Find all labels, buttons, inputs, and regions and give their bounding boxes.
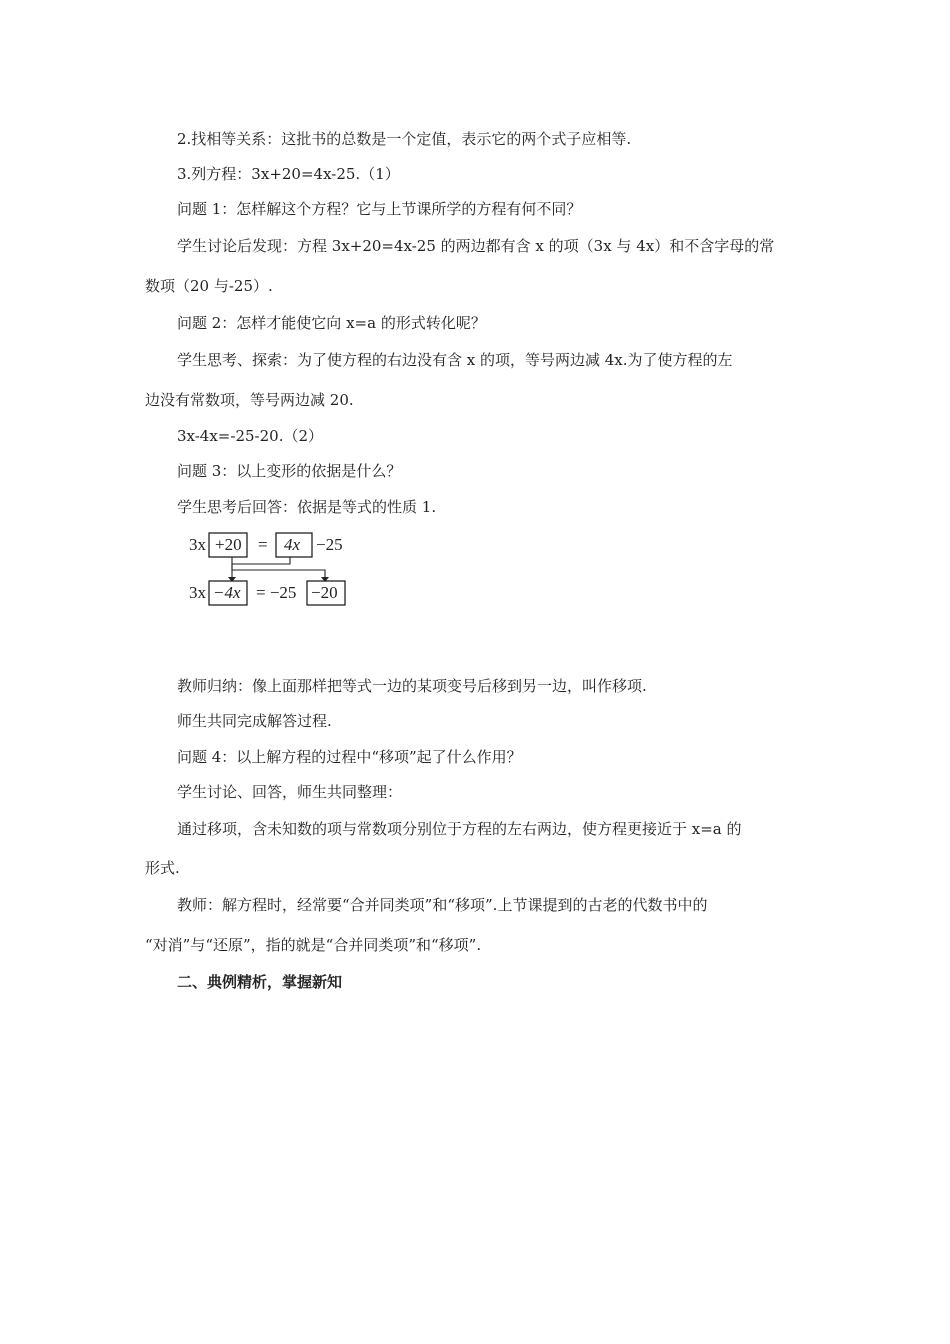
answer-3: 学生思考后回答：依据是等式的性质 1. <box>177 498 437 516</box>
arrow-4x <box>232 557 290 578</box>
row2-boxed-term-2: −20 <box>311 583 338 602</box>
paragraph-step-3: 3.列方程：3x+20=4x-25.（1） <box>177 165 400 183</box>
transposition-diagram <box>184 528 384 608</box>
joint-solution: 师生共同完成解答过程. <box>177 712 332 730</box>
transposition-diagram-svg <box>184 528 384 608</box>
question-2: 问题 2：怎样才能使它向 x=a 的形式转化呢？ <box>177 314 486 332</box>
conclusion-line-2: 形式. <box>145 859 180 877</box>
paragraph-step-2: 2.找相等关系：这批书的总数是一个定值，表示它的两个式子应相等. <box>177 130 632 148</box>
teacher-summary: 教师归纳：像上面那样把等式一边的某项变号后移到另一边，叫作移项. <box>177 677 647 695</box>
question-1: 问题 1：怎样解这个方程？它与上节课所学的方程有何不同？ <box>177 200 582 218</box>
row1-left-term: 3x <box>189 535 206 554</box>
question-3: 问题 3：以上变形的依据是什么？ <box>177 462 402 480</box>
discussion-line-2: 数项（20 与-25）. <box>145 277 273 295</box>
discussion-summary: 学生讨论、回答，师生共同整理： <box>177 783 403 801</box>
row2-left-term: 3x <box>189 583 206 602</box>
row2-equals: = −25 <box>256 583 297 602</box>
conclusion-line-1: 通过移项，含未知数的项与常数项分别位于方程的左右两边，使方程更接近于 x=a 的 <box>177 820 742 838</box>
equation-2: 3x-4x=-25-20.（2） <box>177 427 324 445</box>
teacher-note-line-1: 教师：解方程时，经常要“合并同类项”和“移项”.上节课提到的古老的代数书中的 <box>177 896 708 914</box>
row1-equals: = <box>258 535 268 554</box>
exploration-line-2: 边没有常数项，等号两边减 20. <box>145 391 354 409</box>
section-heading: 二、典例精析，掌握新知 <box>177 973 343 991</box>
discussion-line-1: 学生讨论后发现：方程 3x+20=4x-25 的两边都有含 x 的项（3x 与 4x）和不含字母的常 <box>177 237 775 255</box>
arrow-plus20 <box>232 557 325 578</box>
question-4: 问题 4：以上解方程的过程中“移项”起了什么作用？ <box>177 748 522 766</box>
row1-boxed-term-2: 4x <box>284 535 301 554</box>
teacher-note-line-2: “对消”与“还原”，指的就是“合并同类项”和“移项”. <box>145 936 482 954</box>
exploration-line-1: 学生思考、探索：为了使方程的右边没有含 x 的项，等号两边减 4x.为了使方程的左 <box>177 351 733 369</box>
row1-boxed-term-1: +20 <box>215 535 242 554</box>
row2-boxed-term-1: −4x <box>213 583 241 602</box>
row1-right-term: −25 <box>316 535 343 554</box>
